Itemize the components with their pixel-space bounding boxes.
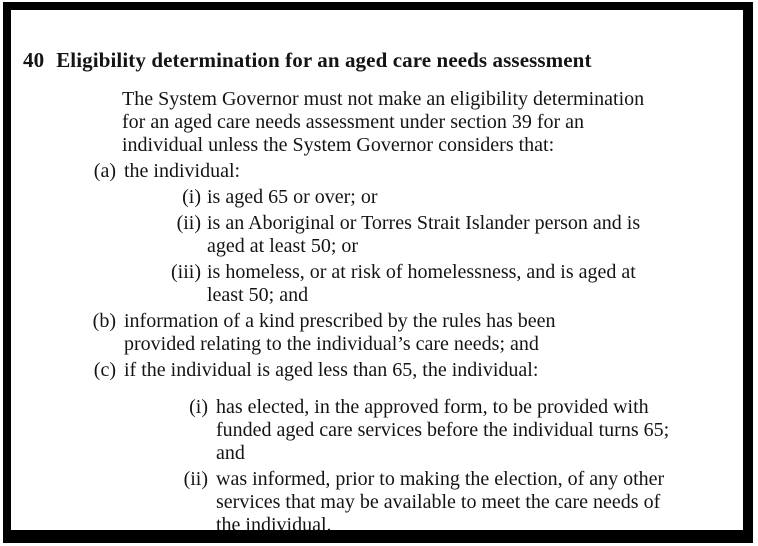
item-text [124,359,538,382]
item-text [207,186,378,209]
paragraph-line: individual unless the System Governor considers that: [122,134,555,156]
item-text-line: provided relating to the individual’s care needs; and [124,333,539,355]
item-label: (ii) [183,468,208,490]
list-item [11,186,743,209]
section-number: 40 [23,48,45,72]
item-text-line: if the individual is aged less than 65, the individual: [124,359,539,381]
item-text [216,468,664,537]
item-text-line: is aged 65 or over; or [207,186,378,208]
list-item [11,468,743,537]
item-label: (i) [182,186,201,208]
item-text [207,212,640,258]
item-text-line: is an Aboriginal or Torres Strait Islander person and is [207,212,641,234]
item-label: (b) [92,310,116,332]
section-heading [11,48,743,72]
item-text-line: services that may be available to meet the care needs of [216,491,661,513]
paragraph-line: The System Governor must not make an eligibility determination [122,88,645,110]
item-text-line: is homeless, or at risk of homelessness, and is aged at [207,261,636,283]
item-text-line: has elected, in the approved form, to be provided with [216,396,649,418]
item-text-line: aged at least 50; or [207,235,359,257]
item-label: (a) [93,160,116,182]
list-item [11,359,743,382]
item-text [124,310,556,356]
document-frame [3,2,753,543]
item-label: (ii) [176,212,201,234]
paragraph-line: for an aged care needs assessment under section 39 for an [122,111,585,133]
intro-paragraph [122,88,743,157]
item-text [124,160,240,183]
item-label: (c) [93,359,116,381]
item-text-line: least 50; and [207,284,309,306]
item-text [207,261,636,307]
list-item [11,212,743,258]
item-label: (iii) [171,261,201,283]
item-label: (i) [189,396,208,418]
item-text-line: funded aged care services before the individual turns 65; [216,419,670,441]
list-item [11,310,743,356]
item-text [216,396,669,465]
list-item [11,261,743,307]
list-item [11,160,743,183]
item-text-line: information of a kind prescribed by the rules has been [124,310,556,332]
item-text-line: the individual. [216,514,332,536]
section-title: Eligibility determination for an aged care needs assessment [56,48,592,72]
item-text-line: and [216,442,245,464]
item-text-line: the individual: [124,160,241,182]
item-text-line: was informed, prior to making the election, of any other [216,468,665,490]
list-item [11,396,743,465]
